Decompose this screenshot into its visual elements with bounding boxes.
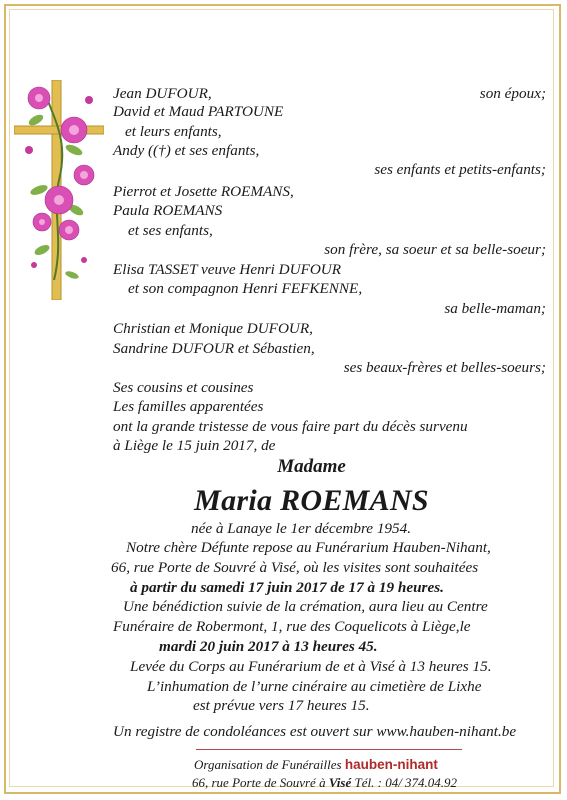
family-line: Pierrot et Josette ROEMANS, xyxy=(113,183,294,200)
detail-line: Funéraire de Robermont, 1, rue des Coquelicots à Liège,le xyxy=(113,618,471,635)
organizer-label: Organisation de Funérailles xyxy=(194,757,342,772)
brand-logo: hauben-nihant xyxy=(344,757,438,772)
family-line: David et Maud PARTOUNE xyxy=(113,103,284,120)
detail-line: née à Lanaye le 1er décembre 1954. xyxy=(191,520,412,537)
family-line: Ses cousins et cousines xyxy=(113,379,254,396)
family-relation: ses beaux-frères et belles-soeurs; xyxy=(343,359,546,376)
family-line: et son compagnon Henri FEFKENNE, xyxy=(128,280,363,297)
family-line: Christian et Monique DUFOUR, xyxy=(113,320,313,337)
family-line: Paula ROEMANS xyxy=(113,202,223,219)
family-line: Les familles apparentées xyxy=(113,398,264,415)
footer-divider xyxy=(196,749,462,750)
family-line: et ses enfants, xyxy=(128,222,213,239)
detail-line: L’inhumation de l’urne cinéraire au cimetière de Lixhe xyxy=(147,678,482,695)
address-street: 66, rue Porte de Souvré à xyxy=(192,775,326,790)
family-relation: son époux; xyxy=(479,85,546,102)
family-relation: son frère, sa soeur et sa belle-soeur; xyxy=(324,241,546,258)
announcement-line: à Liège le 15 juin 2017, de xyxy=(113,437,276,454)
family-line: Elisa TASSET veuve Henri DUFOUR xyxy=(113,261,342,278)
family-relation: sa belle-maman; xyxy=(444,300,546,317)
detail-line: est prévue vers 17 heures 15. xyxy=(193,697,370,714)
family-relation: ses enfants et petits-enfants; xyxy=(374,161,546,178)
cross-with-flowers-icon xyxy=(14,80,104,300)
address-phone: Tél. : 04/ 374.04.92 xyxy=(354,775,458,790)
detail-line: Levée du Corps au Funérarium de et à Visé à 13 heures 15. xyxy=(130,658,492,675)
announcement-line: ont la grande tristesse de vous faire part du décès survenu xyxy=(113,418,468,435)
detail-line: Une bénédiction suivie de la crémation, aura lieu au Centre xyxy=(123,598,488,615)
family-line: Jean DUFOUR, xyxy=(113,85,212,102)
deceased-title: Madame xyxy=(277,456,346,477)
family-line: Sandrine DUFOUR et Sébastien, xyxy=(113,340,315,357)
condolence-register: Un registre de condoléances est ouvert sur www.hauben-nihant.be xyxy=(113,723,517,740)
address-city: Visé xyxy=(328,775,352,790)
detail-line: 66, rue Porte de Souvré à Visé, où les visites sont souhaitées xyxy=(111,559,479,576)
ceremony-date: mardi 20 juin 2017 à 13 heures 45. xyxy=(159,638,378,655)
family-line: Andy ((†) et ses enfants, xyxy=(113,142,260,159)
detail-line: Notre chère Défunte repose au Funérarium Hauben-Nihant, xyxy=(126,539,491,556)
organizer-address xyxy=(192,775,457,791)
deceased-name: Maria ROEMANS xyxy=(194,484,429,517)
family-line: et leurs enfants, xyxy=(125,123,222,140)
visit-hours: à partir du samedi 17 juin 2017 de 17 à 19 heures. xyxy=(130,579,444,596)
organizer xyxy=(194,757,438,773)
